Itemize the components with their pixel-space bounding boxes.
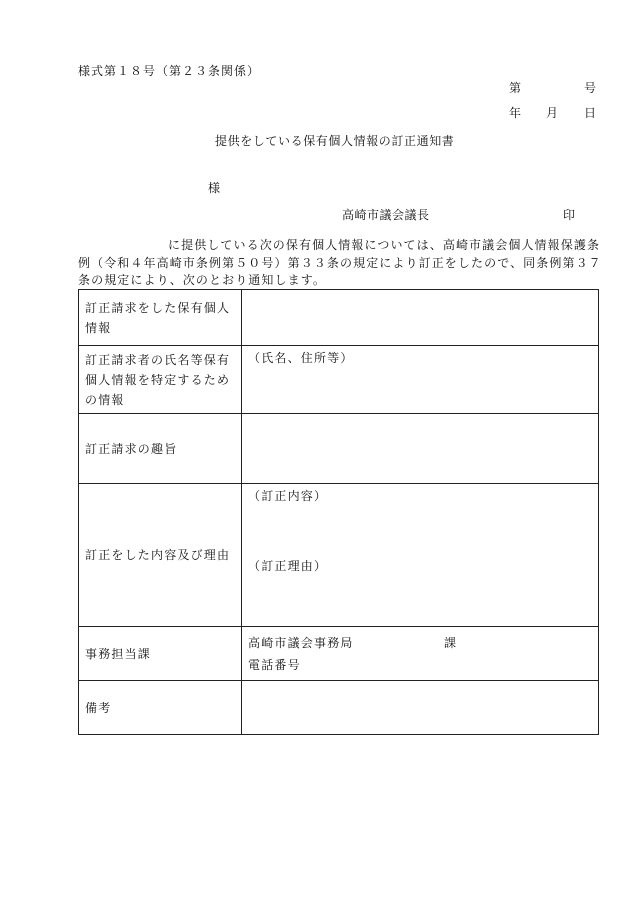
table-row bbox=[79, 290, 599, 346]
label-line: の情報 bbox=[85, 392, 125, 407]
label-line: 訂正請求者の氏名等保有 bbox=[85, 352, 231, 367]
row-value bbox=[242, 681, 599, 735]
row-label bbox=[79, 484, 242, 627]
notice-table bbox=[78, 289, 599, 735]
row-value bbox=[242, 484, 599, 627]
document-number-suffix: 号 bbox=[584, 81, 597, 95]
row-label bbox=[79, 627, 242, 681]
body-line: 条の規定により、次のとおり通知します。 bbox=[78, 273, 326, 287]
label-line: 事務担当課 bbox=[85, 646, 152, 661]
label-line: 訂正請求の趣旨 bbox=[85, 441, 178, 456]
value-line: （訂正内容） bbox=[248, 489, 328, 503]
document-number-prefix: 第 bbox=[509, 81, 522, 95]
label-line: 訂正請求をした保有個人 bbox=[85, 300, 231, 315]
label-line: 情報 bbox=[85, 320, 112, 335]
body-line: 例（令和４年高崎市条例第５０号）第３３条の規定により訂正をしたので、同条例第３７ bbox=[78, 255, 602, 270]
row-label bbox=[79, 414, 242, 484]
row-value bbox=[242, 346, 599, 414]
row-label bbox=[79, 290, 242, 346]
table-row bbox=[79, 627, 599, 681]
row-value bbox=[242, 290, 599, 346]
form-number: 様式第１８号（第２３条関係） bbox=[78, 64, 261, 78]
row-label bbox=[79, 346, 242, 414]
value-line: 電話番号 bbox=[248, 657, 301, 672]
date-year-label: 年 bbox=[509, 106, 522, 120]
label-line: 個人情報を特定するため bbox=[85, 372, 231, 387]
row-value bbox=[242, 627, 599, 681]
value-line: （訂正理由） bbox=[248, 559, 328, 573]
value-line: （氏名、住所等） bbox=[248, 351, 354, 365]
table-row bbox=[79, 346, 599, 414]
body-line: に提供している次の保有個人情報については、高崎市議会個人情報保護条 bbox=[168, 238, 601, 252]
table-row bbox=[79, 414, 599, 484]
value-line: 課 bbox=[444, 635, 458, 650]
value-line: 高崎市議会事務局 bbox=[248, 635, 354, 650]
document-title: 提供をしている保有個人情報の訂正通知書 bbox=[215, 134, 455, 148]
table-row bbox=[79, 681, 599, 735]
seal-mark: 印 bbox=[563, 208, 576, 222]
row-label bbox=[79, 681, 242, 735]
label-line: 備考 bbox=[85, 700, 112, 715]
table-row bbox=[79, 484, 599, 627]
row-value bbox=[242, 414, 599, 484]
body-paragraph bbox=[78, 237, 603, 290]
date-day-label: 日 bbox=[584, 106, 597, 120]
label-line: 訂正をした内容及び理由 bbox=[85, 548, 231, 562]
date-month-label: 月 bbox=[546, 106, 559, 120]
sender-title: 高崎市議会議長 bbox=[342, 208, 430, 222]
recipient-suffix: 様 bbox=[208, 181, 221, 195]
